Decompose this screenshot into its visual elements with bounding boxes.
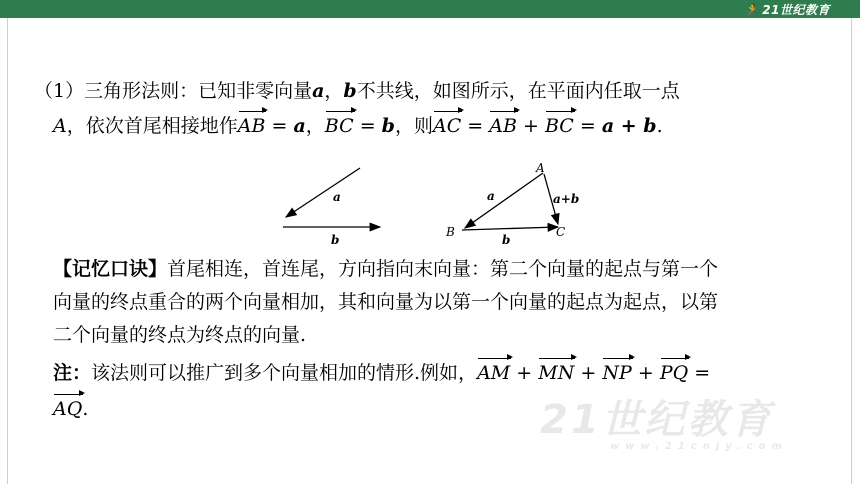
triangle-a-arrow xyxy=(465,173,543,228)
vector-NP: NP xyxy=(602,356,631,391)
point-B-label: B xyxy=(446,225,455,239)
vector-b-label: b xyxy=(331,233,340,247)
note-line-2 xyxy=(53,392,88,427)
vector-MN: MN xyxy=(538,356,574,391)
text: （1）三角形法则：已知非零向量 xyxy=(34,80,313,102)
memo-line-1 xyxy=(53,252,718,287)
triangle-a-label: a xyxy=(487,189,495,203)
brand-logo-text: 21世纪教育 xyxy=(762,3,830,17)
triangle-sum-label: a+b xyxy=(553,192,580,206)
note-text: 该法则可以推广到多个向量相加的情形.例如， xyxy=(91,362,478,384)
memo-line-3 xyxy=(53,318,306,353)
note-label: 注： xyxy=(53,362,92,384)
plus: + xyxy=(637,362,654,384)
text: ，则 xyxy=(394,115,433,137)
vector-a-label: a xyxy=(333,190,341,204)
right-border xyxy=(851,18,852,484)
memo-text: 二个向量的终点为终点的向量. xyxy=(53,324,307,346)
equals: = xyxy=(579,115,596,137)
vector-BC: BC xyxy=(325,109,354,144)
vector-AB: AB xyxy=(489,109,517,144)
vector-b: b xyxy=(343,80,357,102)
equals: = xyxy=(467,115,484,137)
point-C-label: C xyxy=(556,225,566,239)
equals: = xyxy=(271,115,288,137)
triangle-b-arrow xyxy=(462,227,558,230)
watermark-url: www.21cnjy.com xyxy=(610,441,788,452)
vector-AB: AB xyxy=(238,109,266,144)
period: . xyxy=(656,115,663,137)
vector-BC: BC xyxy=(545,109,574,144)
left-border xyxy=(7,18,8,484)
vector-sum: a + b xyxy=(601,115,657,137)
memo-label: 【记忆口诀】 xyxy=(53,258,168,280)
equals: = xyxy=(694,362,711,384)
triangle-b-label: b xyxy=(502,233,511,247)
vector-AC: AC xyxy=(433,109,461,144)
note-line-1 xyxy=(53,356,710,391)
memo-text: 首尾相连，首连尾，方向指向末向量：第二个向量的起点与第一个 xyxy=(167,258,719,280)
runner-icon: 🏃 xyxy=(743,3,760,17)
plus: + xyxy=(580,362,597,384)
vector-AM: AM xyxy=(477,356,510,391)
vector-a: a xyxy=(293,115,306,137)
equals: = xyxy=(359,115,376,137)
rule-line-2 xyxy=(53,109,663,144)
vector-AQ: AQ xyxy=(53,392,82,427)
text: ， xyxy=(305,115,325,137)
point-A-label: A xyxy=(536,161,545,175)
triangle-rule-figure xyxy=(275,160,595,250)
text: ， xyxy=(324,80,344,102)
watermark-text: 21世纪教育 xyxy=(540,397,774,443)
vector-PQ: PQ xyxy=(660,356,688,391)
header-bar xyxy=(0,0,860,18)
brand-logo xyxy=(744,1,830,18)
text: ，依次首尾相接地作 xyxy=(66,115,238,137)
vector-b: b xyxy=(381,115,395,137)
rule-line-1 xyxy=(34,74,680,109)
memo-line-2 xyxy=(53,285,718,320)
watermark xyxy=(540,388,788,452)
memo-text: 向量的终点重合的两个向量相加，其和向量为以第一个向量的起点为起点，以第 xyxy=(53,291,719,313)
plus: + xyxy=(516,362,533,384)
point-A: A xyxy=(53,115,67,137)
period: . xyxy=(82,398,89,420)
text: 不共线，如图所示，在平面内任取一点 xyxy=(356,80,680,102)
vector-a: a xyxy=(312,80,325,102)
vector-a-arrow xyxy=(286,168,360,217)
plus: + xyxy=(522,115,539,137)
